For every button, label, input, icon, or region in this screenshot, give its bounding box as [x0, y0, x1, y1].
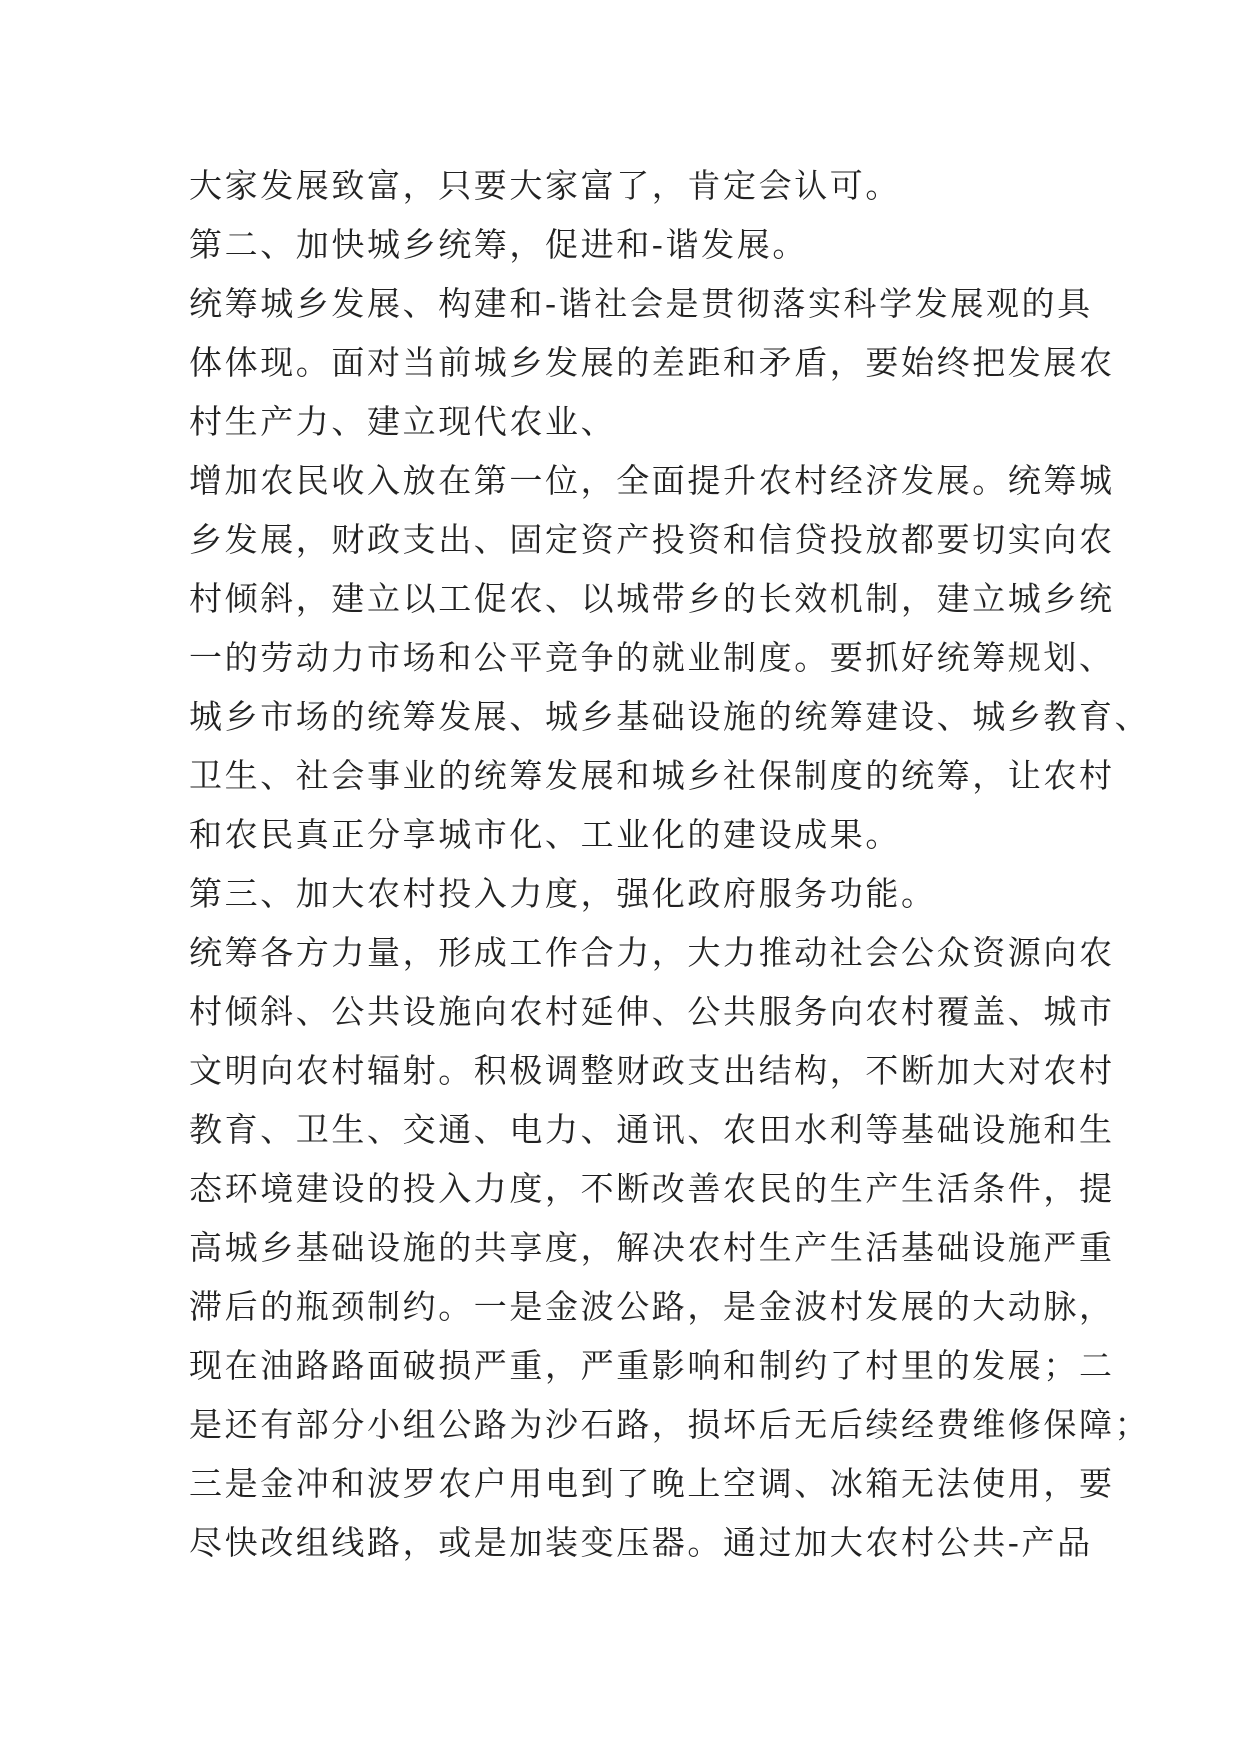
section-heading: 第三、加大农村投入力度，强化政府服务功能。	[189, 874, 937, 913]
text-line: 教育、卫生、交通、电力、通讯、农田水利等基础设施和生	[189, 1110, 1115, 1149]
text-line: 村倾斜，建立以工促农、以城带乡的长效机制，建立城乡统	[189, 579, 1115, 618]
text-line: 现在油路路面破损严重，严重影响和制约了村里的发展；二	[189, 1346, 1115, 1385]
text-line: 文明向农村辐射。积极调整财政支出结构，不断加大对农村	[189, 1051, 1115, 1090]
text-line: 是还有部分小组公路为沙石路，损坏后无后续经费维修保障；	[189, 1405, 1151, 1444]
text-line: 村倾斜、公共设施向农村延伸、公共服务向农村覆盖、城市	[189, 992, 1115, 1031]
text-line: 大家发展致富，只要大家富了，肯定会认可。	[189, 166, 901, 205]
body-text	[189, 156, 1151, 1572]
text-line: 三是金冲和波罗农户用电到了晚上空调、冰箱无法使用，要	[189, 1464, 1115, 1503]
text-line: 卫生、社会事业的统筹发展和城乡社保制度的统筹，让农村	[189, 756, 1115, 795]
text-line: 村生产力、建立现代农业、	[189, 402, 617, 441]
text-line: 统筹城乡发展、构建和-谐社会是贯彻落实科学发展观的具	[189, 284, 1093, 323]
text-line: 城乡市场的统筹发展、城乡基础设施的统筹建设、城乡教育、	[189, 697, 1151, 736]
text-line: 体体现。面对当前城乡发展的差距和矛盾，要始终把发展农	[189, 343, 1115, 382]
section-heading: 第二、加快城乡统筹，促进和-谐发展。	[189, 225, 808, 264]
text-line: 增加农民收入放在第一位，全面提升农村经济发展。统筹城	[189, 461, 1115, 500]
text-line: 统筹各方力量，形成工作合力，大力推动社会公众资源向农	[189, 933, 1115, 972]
text-line: 尽快改组线路，或是加装变压器。通过加大农村公共-产品	[189, 1523, 1093, 1562]
text-line: 滞后的瓶颈制约。一是金波公路，是金波村发展的大动脉，	[189, 1287, 1115, 1326]
text-line: 乡发展，财政支出、固定资产投资和信贷投放都要切实向农	[189, 520, 1115, 559]
text-line: 和农民真正分享城市化、工业化的建设成果。	[189, 815, 901, 854]
text-line: 一的劳动力市场和公平竞争的就业制度。要抓好统筹规划、	[189, 638, 1115, 677]
text-line: 高城乡基础设施的共享度，解决农村生产生活基础设施严重	[189, 1228, 1115, 1267]
text-line: 态环境建设的投入力度，不断改善农民的生产生活条件，提	[189, 1169, 1115, 1208]
